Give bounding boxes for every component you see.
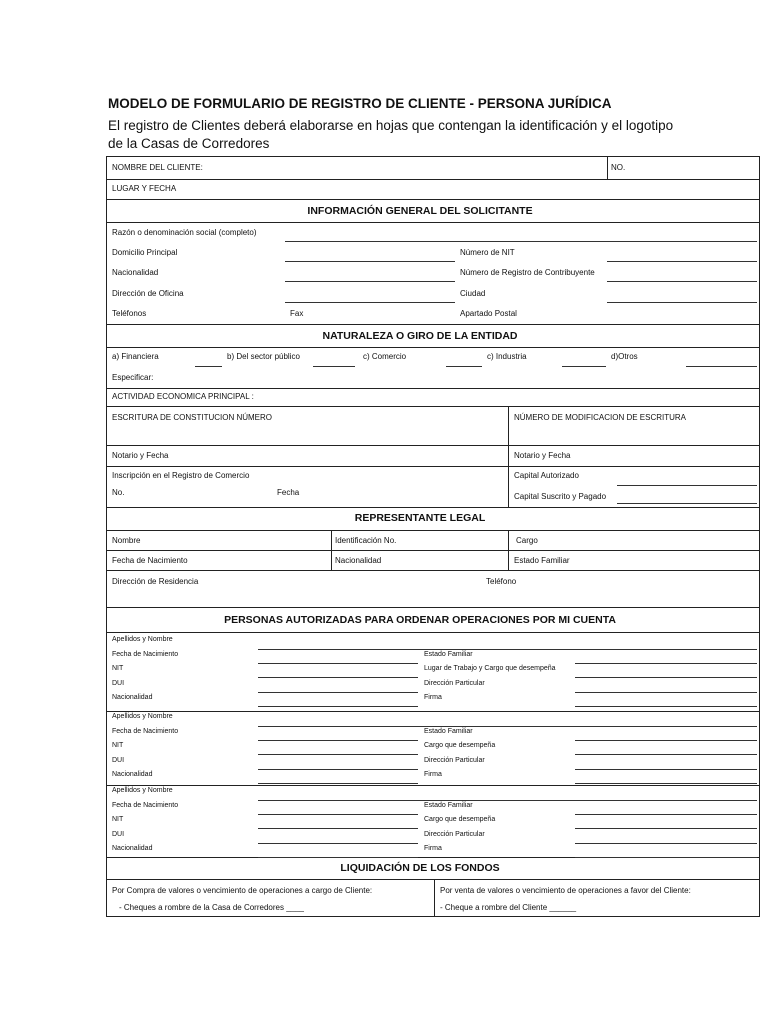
- row-divider: [106, 199, 760, 200]
- auth-name-field[interactable]: [258, 649, 757, 650]
- financiera-field[interactable]: [195, 366, 222, 367]
- funds-sale-label: Por venta de valores o vencimiento de operaciones a favor del Cliente:: [440, 886, 691, 895]
- row-divider: [106, 445, 760, 446]
- telefonos-label: Teléfonos: [112, 309, 147, 318]
- auth-right-label: Estado Familiar: [424, 801, 473, 809]
- rep-identificacion-label: Identificación No.: [335, 536, 397, 545]
- actividad-label: ACTIVIDAD ECONOMICA PRINCIPAL :: [112, 392, 254, 401]
- capital-suscrito-field[interactable]: [617, 503, 757, 504]
- funds-heading: LIQUIDACIÓN DE LOS FONDOS: [340, 862, 500, 874]
- auth-left-label: NIT: [112, 742, 124, 750]
- domicilio-field[interactable]: [285, 261, 455, 262]
- notario-mod-label: Notario y Fecha: [514, 451, 571, 460]
- inscripcion-label: Inscripción en el Registro de Comercio: [112, 471, 250, 480]
- rep-nombre-label: Nombre: [112, 536, 141, 545]
- auth-right-field[interactable]: [575, 843, 757, 844]
- auth-right-field[interactable]: [575, 677, 757, 678]
- modificacion-label: NÚMERO DE MODIFICACION DE ESCRITURA: [514, 413, 687, 422]
- auth-left-field[interactable]: [258, 677, 418, 678]
- auth-left-label: NIT: [112, 816, 124, 824]
- row-divider: [106, 570, 760, 571]
- auth-right-label: Lugar de Trabajo y Cargo que desempeña: [424, 665, 556, 673]
- nacionalidad-label: Nacionalidad: [112, 268, 159, 277]
- auth-left-field[interactable]: [258, 754, 418, 755]
- auth-left-field[interactable]: [258, 740, 418, 741]
- capital-autorizado-label: Capital Autorizado: [514, 471, 579, 480]
- row-divider: [106, 222, 760, 223]
- auth-left-label: Nacionalidad: [112, 771, 153, 779]
- block-divider: [106, 711, 760, 712]
- auth-right-label: Firma: [424, 694, 442, 702]
- auth-left-field[interactable]: [258, 814, 418, 815]
- auth-left-label: DUI: [112, 679, 125, 687]
- comercio-field[interactable]: [446, 366, 482, 367]
- auth-left-label: Fecha de Nacimiento: [112, 650, 179, 658]
- auth-name-label: Apellidos y Nombre: [112, 787, 173, 794]
- auth-right-label: Dirección Particular: [424, 679, 485, 687]
- row-divider: [106, 347, 760, 348]
- auth-right-field[interactable]: [575, 769, 757, 770]
- auth-name-label: Apellidos y Nombre: [112, 713, 173, 720]
- option-financiera: a) Financiera: [112, 352, 159, 361]
- row-divider: [106, 179, 760, 180]
- auth-right-label: Dirección Particular: [424, 830, 485, 838]
- row-divider: [106, 507, 760, 508]
- nacionalidad-field[interactable]: [285, 281, 455, 282]
- inscripcion-no-label: No.: [112, 488, 125, 497]
- auth-left-label: Nacionalidad: [112, 845, 153, 853]
- inscripcion-fecha-label: Fecha: [277, 488, 300, 497]
- auth-left-label: Fecha de Nacimiento: [112, 801, 179, 809]
- row-divider: [106, 388, 760, 389]
- direccion-oficina-field[interactable]: [285, 302, 455, 303]
- auth-right-label: Firma: [424, 771, 442, 779]
- rep-estado-label: Estado Familiar: [514, 556, 570, 565]
- auth-name-field[interactable]: [258, 800, 757, 801]
- client-name-label: NOMBRE DEL CLIENTE:: [112, 163, 203, 172]
- column-divider: [607, 156, 608, 179]
- auth-left-label: Fecha de Nacimiento: [112, 727, 179, 735]
- ciudad-label: Ciudad: [460, 289, 486, 298]
- razon-social-field[interactable]: [285, 241, 757, 242]
- row-divider: [106, 550, 760, 551]
- auth-name-label: Apellidos y Nombre: [112, 636, 173, 643]
- row-divider: [106, 632, 760, 633]
- auth-right-field[interactable]: [575, 857, 757, 858]
- block-divider: [106, 785, 760, 786]
- row-divider: [106, 406, 760, 407]
- auth-right-field[interactable]: [575, 814, 757, 815]
- auth-right-field[interactable]: [575, 740, 757, 741]
- auth-right-field[interactable]: [575, 828, 757, 829]
- auth-left-field[interactable]: [258, 692, 418, 693]
- sector-publico-field[interactable]: [313, 366, 355, 367]
- apartado-label: Apartado Postal: [460, 309, 517, 318]
- auth-right-field[interactable]: [575, 754, 757, 755]
- auth-left-label: DUI: [112, 830, 125, 838]
- auth-right-label: Estado Familiar: [424, 727, 473, 735]
- auth-right-label: Dirección Particular: [424, 756, 485, 764]
- option-otros: d)Otros: [611, 352, 638, 361]
- capital-suscrito-label: Capital Suscrito y Pagado: [514, 492, 607, 501]
- domicilio-label: Domicilio Principal: [112, 248, 178, 257]
- column-divider: [331, 530, 332, 570]
- nature-heading: NATURALEZA O GIRO DE LA ENTIDAD: [322, 330, 518, 342]
- general-info-heading: INFORMACIÓN GENERAL DEL SOLICITANTE: [307, 205, 533, 217]
- row-divider: [106, 324, 760, 325]
- auth-left-label: DUI: [112, 756, 125, 764]
- column-divider: [434, 879, 435, 917]
- notario-label: Notario y Fecha: [112, 451, 169, 460]
- auth-left-label: NIT: [112, 665, 124, 673]
- auth-right-field[interactable]: [575, 663, 757, 664]
- option-industria: c) Industria: [487, 352, 527, 361]
- fax-label: Fax: [290, 309, 304, 318]
- auth-right-field[interactable]: [575, 692, 757, 693]
- intro-text: El registro de Clientes deberá elaborarse en hojas que contengan la identificación y el logotipo de la Casas de Corredores: [108, 118, 674, 151]
- option-comercio: c) Comercio: [363, 352, 407, 361]
- auth-left-field[interactable]: [258, 828, 418, 829]
- auth-left-field[interactable]: [258, 857, 418, 858]
- rep-heading: REPRESENTANTE LEGAL: [354, 512, 486, 524]
- authorized-heading: PERSONAS AUTORIZADAS PARA ORDENAR OPERACIONES POR MI CUENTA: [224, 614, 616, 626]
- option-sector-publico: b) Del sector público: [227, 352, 300, 361]
- auth-left-field[interactable]: [258, 663, 418, 664]
- rep-residencia-label: Dirección de Residencia: [112, 577, 199, 586]
- auth-left-label: Nacionalidad: [112, 694, 153, 702]
- nit-field[interactable]: [607, 261, 757, 262]
- rep-nacimiento-label: Fecha de Nacimiento: [112, 556, 188, 565]
- direccion-oficina-label: Dirección de Oficina: [112, 289, 184, 298]
- auth-name-field[interactable]: [258, 726, 757, 727]
- auth-left-field[interactable]: [258, 769, 418, 770]
- funds-purchase-label: Por Compra de valores o vencimiento de operaciones a cargo de Cliente:: [112, 886, 373, 895]
- nit-label: Número de NIT: [460, 248, 515, 257]
- row-divider: [106, 466, 760, 467]
- rep-telefono-label: Teléfono: [486, 577, 517, 586]
- auth-right-label: Cargo que desempeña: [424, 816, 496, 824]
- rep-nacionalidad-label: Nacionalidad: [335, 556, 382, 565]
- column-divider: [508, 530, 509, 570]
- razon-social-label: Razón o denominación social (completo): [112, 228, 257, 237]
- row-divider: [106, 607, 760, 608]
- auth-right-label: Estado Familiar: [424, 650, 473, 658]
- auth-left-field[interactable]: [258, 706, 418, 707]
- otros-field[interactable]: [686, 366, 757, 367]
- row-divider: [106, 879, 760, 880]
- auth-right-field[interactable]: [575, 706, 757, 707]
- client-number-label: NO.: [611, 163, 626, 172]
- auth-right-label: Cargo que desempeña: [424, 742, 496, 750]
- registro-label: Número de Registro de Contribuyente: [460, 268, 595, 277]
- auth-right-label: Firma: [424, 845, 442, 853]
- escritura-label: ESCRITURA DE CONSTITUCION NÚMERO: [112, 413, 273, 422]
- place-date-label: LUGAR Y FECHA: [112, 184, 177, 193]
- rep-cargo-label: Cargo: [516, 536, 538, 545]
- funds-sale-check: - Cheque a rombre del Cliente ______: [440, 903, 577, 912]
- industria-field[interactable]: [562, 366, 606, 367]
- column-divider: [508, 406, 509, 507]
- capital-autorizado-field[interactable]: [617, 485, 757, 486]
- especificar-label: Especificar:: [112, 373, 154, 382]
- page-title: MODELO DE FORMULARIO DE REGISTRO DE CLIENTE - PERSONA JURÍDICA: [108, 96, 612, 111]
- row-divider: [106, 530, 760, 531]
- auth-left-field[interactable]: [258, 843, 418, 844]
- ciudad-field[interactable]: [607, 302, 757, 303]
- registro-field[interactable]: [607, 281, 757, 282]
- funds-purchase-checks: - Cheques a rombre de la Casa de Corredores ____: [119, 903, 304, 912]
